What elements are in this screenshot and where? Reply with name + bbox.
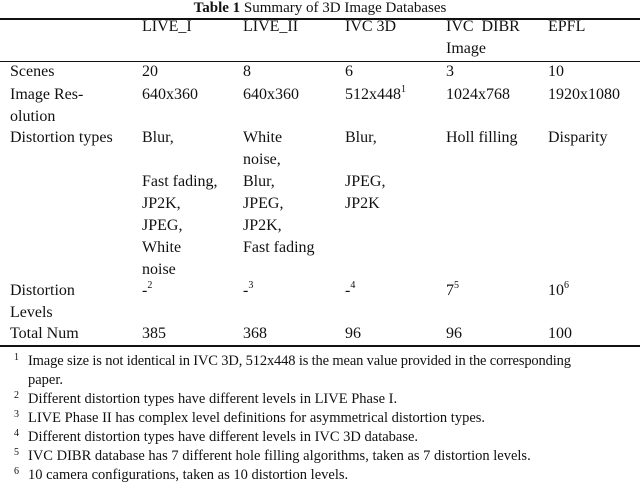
- footnote-ref-4: 4: [350, 279, 356, 291]
- footnote-text: IVC DIBR database has 7 different hole filling algorithms, taken as 7 distortion levels.: [28, 448, 531, 464]
- header-ivcdibr-line2: Image: [446, 40, 486, 57]
- scenes-ivc3d: 6: [345, 63, 353, 80]
- dtypes-live1-5: noise: [142, 261, 176, 278]
- resolution-ivc3d: [345, 84, 406, 106]
- row-label-resolution: Image Res-: [10, 86, 84, 103]
- row-label-resolution-line2: olution: [10, 108, 56, 125]
- footnote-text: Different distortion types have different levels in LIVE Phase I.: [28, 391, 398, 407]
- row-label-distortion-types: Distortion types: [10, 129, 113, 146]
- total-live1: 385: [142, 325, 166, 342]
- total-live2: 368: [243, 325, 267, 342]
- header-epfl: EPFL: [548, 18, 586, 35]
- footnote-text: LIVE Phase II has complex level definitions for asymmetrical distortion types.: [28, 410, 486, 426]
- levels-live2: [243, 280, 253, 302]
- footnote-ref-2: 2: [147, 279, 153, 291]
- dtypes-epfl: Disparity: [548, 129, 608, 146]
- scenes-ivcdibr: 3: [446, 63, 454, 80]
- dtypes-live2-5: Fast fading: [243, 239, 315, 256]
- scenes-live1: 20: [142, 63, 158, 80]
- footnote-ref-5: 5: [454, 279, 459, 291]
- footnote-text: 10 camera configurations, taken as 10 distortion levels.: [28, 467, 349, 483]
- footnote-mark: 2: [14, 390, 19, 401]
- dtypes-live1-0: Blur,: [142, 129, 174, 146]
- levels-ivc3d: [345, 280, 355, 302]
- footnote-mark: 3: [14, 409, 19, 420]
- levels-ivcdibr: [446, 280, 459, 302]
- total-ivcdibr: 96: [446, 325, 462, 342]
- header-ivc3d: IVC 3D: [345, 18, 397, 35]
- dtypes-live2-0: White: [243, 129, 283, 146]
- row-label-scenes: Scenes: [10, 63, 55, 80]
- levels-live1-value: -: [142, 282, 148, 299]
- total-epfl: 100: [548, 325, 572, 342]
- levels-live1: [142, 280, 152, 302]
- footnote-text: Image size is not identical in IVC 3D, 512x448 is the mean value provided in the corresponding: [28, 353, 571, 369]
- dtypes-live1-3: JPEG,: [142, 217, 183, 234]
- footnote-mark: 4: [14, 428, 19, 439]
- row-label-distortion-levels: Distortion: [10, 282, 75, 299]
- top-rule: [0, 18, 640, 20]
- header-live1: LIVE_I: [142, 18, 192, 35]
- table-caption: [0, 0, 640, 17]
- dtypes-ivc3d-2: JP2K: [345, 195, 380, 212]
- dtypes-live2-4: JP2K,: [243, 217, 282, 234]
- footnote-mark: 5: [14, 447, 19, 458]
- footnote-mark: 1: [14, 352, 19, 363]
- dtypes-live1-1: Fast fading,: [142, 173, 218, 190]
- footnote-mark: 6: [14, 466, 19, 477]
- dtypes-live2-1: noise,: [243, 151, 281, 168]
- table-title: Summary of 3D Image Databases: [243, 0, 447, 16]
- scenes-live2: 8: [243, 63, 251, 80]
- dtypes-live1-2: JP2K,: [142, 195, 181, 212]
- levels-live2-value: -: [243, 282, 249, 299]
- footnote-ref-1: 1: [401, 83, 406, 95]
- dtypes-ivcdibr: Holl filling: [446, 129, 518, 146]
- levels-epfl-value: 10: [548, 282, 564, 299]
- dtypes-live2-3: JPEG,: [243, 195, 284, 212]
- levels-ivc3d-value: -: [345, 282, 351, 299]
- levels-ivcdibr-value: 7: [446, 282, 454, 299]
- dtypes-ivc3d-1: JPEG,: [345, 173, 386, 190]
- dtypes-live1-4: White: [142, 239, 182, 256]
- header-live2: LIVE_II: [243, 18, 299, 35]
- resolution-ivc3d-value: 512x448: [345, 86, 401, 103]
- resolution-live1: 640x360: [142, 86, 198, 103]
- levels-epfl: [548, 280, 569, 302]
- resolution-ivcdibr: 1024x768: [446, 86, 510, 103]
- footnote-text-line2: paper.: [28, 372, 64, 388]
- row-label-total: Total Num: [10, 325, 79, 342]
- footnote-ref-6: 6: [564, 279, 569, 291]
- header-rule: [0, 61, 640, 62]
- row-label-distortion-levels-line2: Levels: [10, 304, 53, 321]
- scenes-epfl: 10: [548, 63, 564, 80]
- footnote-ref-3: 3: [248, 279, 254, 291]
- resolution-epfl: 1920x1080: [548, 86, 620, 103]
- footnote-text: Different distortion types have different levels in IVC 3D database.: [28, 429, 419, 445]
- resolution-live2: 640x360: [243, 86, 299, 103]
- table-label: Table 1: [193, 0, 241, 16]
- bottom-rule: [0, 345, 640, 347]
- dtypes-ivc3d-0: Blur,: [345, 129, 377, 146]
- header-ivcdibr: IVC DIBR: [446, 18, 520, 35]
- dtypes-live2-2: Blur,: [243, 173, 275, 190]
- total-ivc3d: 96: [345, 325, 361, 342]
